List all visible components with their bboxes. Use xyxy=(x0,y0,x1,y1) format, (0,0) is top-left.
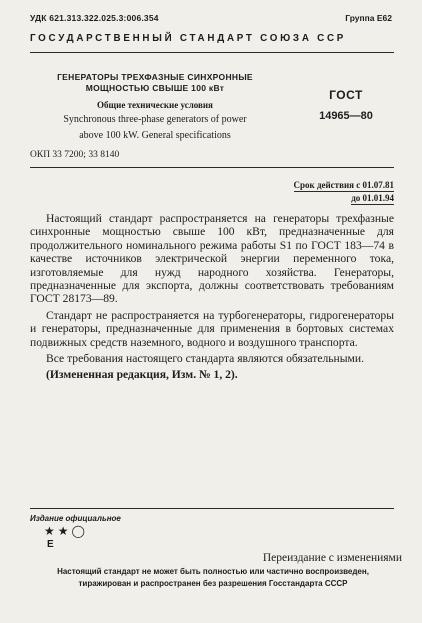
validity-start: Срок действия с 01.07.81 xyxy=(293,180,394,190)
paragraph-scope: Настоящий стандарт распространяется на генераторы трехфазные синхронные мощностью свыше 100 кВт, предназначенные для продолжительного номинального режима работы S1 по ГОСТ 183—74 в качестве источников электрической энергии переменного тока, изготовляемые для нужд народного хозяйства. Генераторы, предназначенные для экспорта, должны соответствовать требованиям ГОСТ 28173—89. xyxy=(30,212,394,306)
title-en-line-1: Synchronous three-phase generators of power xyxy=(63,114,247,125)
quality-marks xyxy=(44,525,85,551)
paragraph-amendment: (Измененная редакция, Изм. № 1, 2). xyxy=(46,368,238,382)
gost-number: 14965—80 xyxy=(319,110,373,122)
reissue-note: Переиздание с изменениями xyxy=(262,552,402,564)
gost-designation xyxy=(298,88,394,122)
gost-label: ГОСТ xyxy=(329,88,363,102)
title-ru-line-1: ГЕНЕРАТОРЫ ТРЕХФАЗНЫЕ СИНХРОННЫЕ xyxy=(57,72,253,82)
standard-banner: ГОСУДАРСТВЕННЫЙ СТАНДАРТ СОЮЗА ССР xyxy=(30,33,347,44)
header-rule xyxy=(30,52,394,53)
copyright-line-2: тиражирован и распространен без разрешения Госстандарта СССР xyxy=(78,579,348,588)
title-ru-line-2: МОЩНОСТЬЮ СВЫШЕ 100 кВт xyxy=(85,83,225,93)
title-block xyxy=(30,72,280,141)
official-edition-label: Издание официальное xyxy=(30,514,121,523)
copyright-notice xyxy=(28,566,398,590)
mark-letter: Е xyxy=(47,539,54,550)
star-mark-icons: ★ ★ ◯ xyxy=(44,524,85,538)
body-text xyxy=(30,212,394,382)
paragraph-exclusions: Стандарт не распространяется на турбогенераторы, гидрогенераторы и генераторы, предназначенные для применения в бортовых системах подвижных средств наземного, водного и воздушного транспорта. xyxy=(30,308,394,349)
validity-period xyxy=(294,179,395,205)
group-code: Группа Е62 xyxy=(345,13,392,23)
footer-rule xyxy=(30,508,394,509)
copyright-line-1: Настоящий стандарт не может быть полностью или частично воспроизведен, xyxy=(57,567,369,576)
title-en-line-2: above 100 kW. General specifications xyxy=(79,129,231,141)
top-header xyxy=(30,13,392,25)
subtitle-ru: Общие технические условия xyxy=(97,100,213,110)
paragraph-mandatory: Все требования настоящего стандарта являются обязательными. xyxy=(46,352,364,366)
udk-code: УДК 621.313.322.025.3:006.354 xyxy=(30,13,159,23)
validity-end: до 01.01.94 xyxy=(351,193,394,203)
okp-codes: ОКП 33 7200; 33 8140 xyxy=(30,150,120,160)
okp-rule xyxy=(30,167,394,168)
